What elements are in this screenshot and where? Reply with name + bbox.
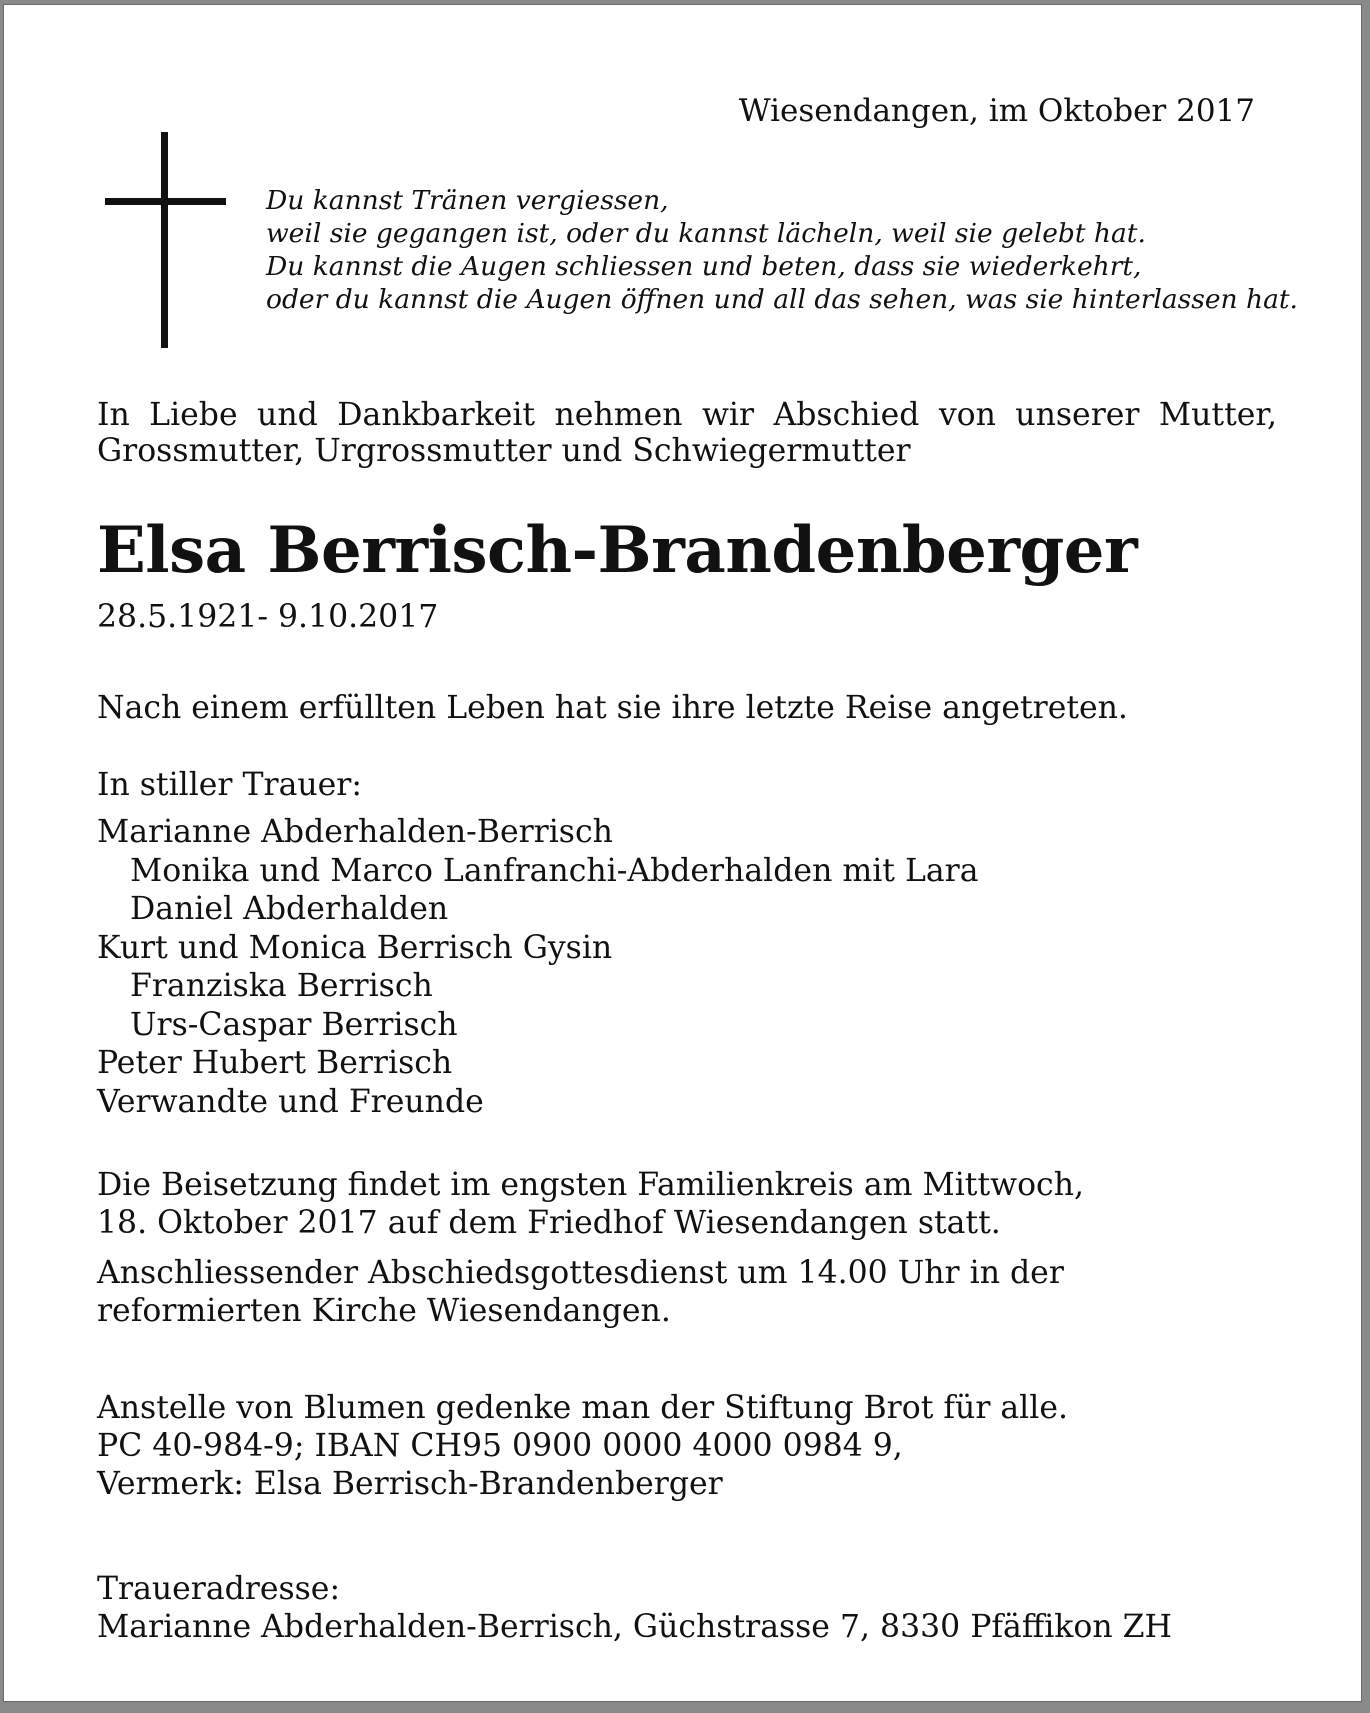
donation-line: PC 40-984-9; IBAN CH95 0900 0000 4000 0984 9,	[97, 1428, 903, 1464]
place-date: Wiesendangen, im Oktober 2017	[738, 93, 1255, 129]
service-line: Anschliessender Abschiedsgottesdienst um 14.00 Uhr in der	[97, 1255, 1064, 1291]
obituary-page	[3, 4, 1362, 1702]
list-item: Marianne Abderhalden-Berrisch	[97, 814, 613, 850]
list-item: Kurt und Monica Berrisch Gysin	[97, 929, 613, 966]
cross-vertical-bar	[161, 132, 168, 348]
intro-paragraph	[97, 397, 1277, 469]
donation-line: Anstelle von Blumen gedenke man der Stiftung Brot für alle.	[97, 1390, 1068, 1426]
poem-line: weil sie gegangen ist, oder du kannst lächeln, weil sie gelebt hat.	[266, 218, 1146, 249]
service-line: reformierten Kirche Wiesendangen.	[97, 1293, 671, 1329]
life-dates: 28.5.1921- 9.10.2017	[97, 599, 439, 635]
list-item: Monika und Marco Lanfranchi-Abderhalden mit Lara	[130, 852, 979, 889]
mourning-heading: In stiller Trauer:	[97, 767, 362, 803]
deceased-name: Elsa Berrisch-Brandenberger	[97, 513, 1138, 588]
intro-line: Grossmutter, Urgrossmutter und Schwiegermutter	[97, 433, 911, 469]
list-item: Daniel Abderhalden	[130, 891, 449, 927]
service-info	[97, 1254, 1064, 1330]
list-item: Franziska Berrisch	[130, 968, 433, 1004]
poem-line: oder du kannst die Augen öffnen und all das sehen, was sie hinterlassen hat.	[266, 284, 1298, 315]
list-item: Verwandte und Freunde	[97, 1083, 484, 1120]
poem	[266, 184, 1298, 316]
address-value: Marianne Abderhalden-Berrisch, Güchstrasse 7, 8330 Pfäffikon ZH	[97, 1609, 1172, 1645]
mourners-list	[97, 813, 979, 1121]
list-item: Peter Hubert Berrisch	[97, 1045, 453, 1081]
poem-line: Du kannst Tränen vergiessen,	[266, 185, 669, 216]
poem-line: Du kannst die Augen schliessen und beten, dass sie wiederkehrt,	[266, 251, 1142, 282]
mourning-address	[97, 1570, 1172, 1646]
donation-line: Vermerk: Elsa Berrisch-Brandenberger	[97, 1466, 723, 1502]
donation-info	[97, 1389, 1068, 1503]
intro-line: In Liebe und Dankbarkeit nehmen wir Abschied von unserer Mutter,	[97, 397, 1277, 433]
cross-horizontal-bar	[105, 198, 226, 205]
list-item: Urs-Caspar Berrisch	[130, 1006, 458, 1043]
funeral-info	[97, 1166, 1084, 1242]
funeral-line: Die Beisetzung findet im engsten Familienkreis am Mittwoch,	[97, 1167, 1084, 1203]
address-label: Traueradresse:	[97, 1571, 341, 1607]
funeral-line: 18. Oktober 2017 auf dem Friedhof Wiesendangen statt.	[97, 1205, 1001, 1241]
statement: Nach einem erfüllten Leben hat sie ihre letzte Reise angetreten.	[97, 690, 1128, 726]
